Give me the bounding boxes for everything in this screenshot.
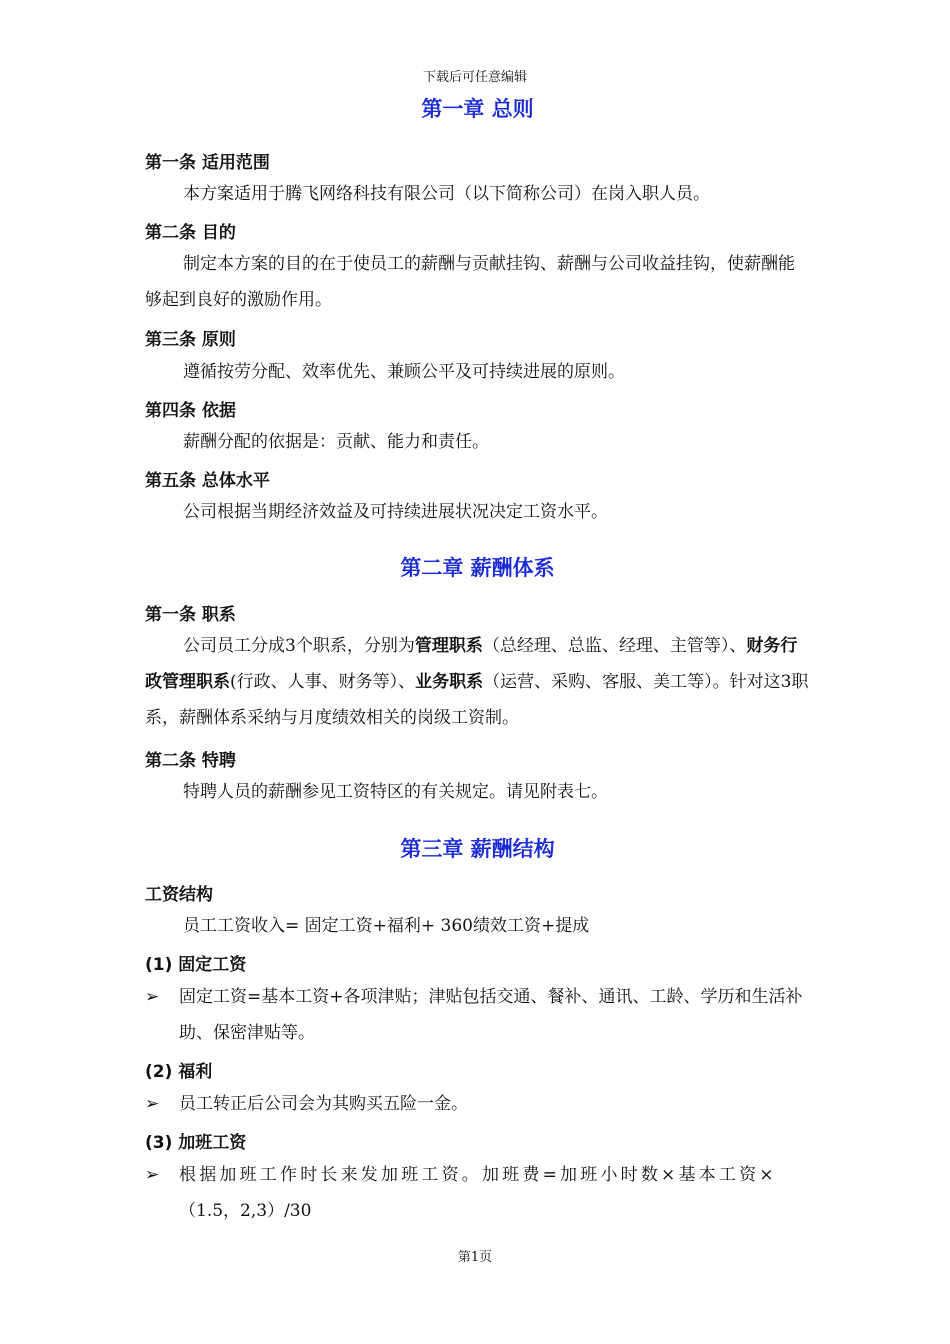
header-note: 下载后可任意编辑 — [422, 70, 527, 85]
text-segment: (行政、人事、财务等）、 — [230, 672, 416, 692]
bold-term: 业务职系 — [415, 672, 484, 692]
text-segment: 公司员工分成3个职系，分别为 — [183, 636, 415, 656]
text-segment: （运营、采购、客服、美工等）。针对这3职系，薪酬体系采纳与月度绩效相关的岗级工资制。 — [145, 672, 809, 728]
bullet-text: 员工转正后公司会为其购买五险一金。 — [179, 1094, 468, 1114]
article-heading: 第一条 职系 — [145, 605, 236, 625]
text-segment: （总经理、总监、经理、主管等）、 — [482, 636, 747, 656]
bullet-item — [145, 1086, 810, 1122]
article-text — [145, 628, 810, 736]
item-heading: (3) 加班工资 — [145, 1133, 247, 1153]
article-heading: 第一条 适用范围 — [145, 153, 270, 173]
item-heading: (1) 固定工资 — [145, 955, 247, 975]
article-text: 遵循按劳分配、效率优先、兼顾公平及可持续进展的原则。 — [183, 362, 625, 382]
arrow-bullet-icon: ➢ — [145, 1165, 160, 1185]
bullet-item — [145, 1157, 810, 1229]
item-heading: (2) 福利 — [145, 1062, 213, 1082]
bullet-text: 根据加班工作时长来发加班工资。加班费=加班小时数×基本工资× — [179, 1165, 777, 1185]
bullet-item — [145, 979, 810, 1051]
article-text: 本方案适用于腾飞网络科技有限公司（以下简称公司）在岗入职人员。 — [183, 184, 710, 204]
structure-formula: 员工工资收入= 固定工资+福利+ 360绩效工资+提成 — [183, 916, 590, 936]
bullet-text-continued: （1.5，2,3）/30 — [179, 1201, 312, 1221]
article-heading: 第二条 目的 — [145, 223, 236, 243]
article-heading: 第三条 原则 — [145, 330, 236, 350]
article-text: 公司根据当期经济效益及可持续进展状况决定工资水平。 — [183, 502, 608, 522]
article-text: 制定本方案的目的在于使员工的薪酬与贡献挂钩、薪酬与公司收益挂钩，使薪酬能够起到良好的激励作用。 — [145, 254, 795, 310]
chapter-title: 第一章 总则 — [421, 97, 534, 121]
article-heading: 第二条 特聘 — [145, 751, 236, 771]
article-heading: 第五条 总体水平 — [145, 471, 270, 491]
page-footer: 第1页 — [457, 1250, 493, 1265]
article-text: 特聘人员的薪酬参见工资特区的有关规定。请见附表七。 — [183, 782, 608, 802]
chapter-title: 第二章 薪酬体系 — [400, 556, 555, 580]
chapter-title: 第三章 薪酬结构 — [400, 837, 555, 861]
section-heading: 工资结构 — [145, 885, 213, 905]
article-text: 薪酬分配的依据是：贡献、能力和责任。 — [183, 432, 489, 452]
article-heading: 第四条 依据 — [145, 401, 236, 421]
bullet-text: 固定工资=基本工资+各项津贴；津贴包括交通、餐补、通讯、工龄、学历和生活补助、保密津贴等。 — [179, 987, 803, 1043]
bold-term: 管理职系 — [414, 636, 483, 656]
arrow-bullet-icon: ➢ — [145, 1094, 160, 1114]
bold-term: 财务行政管理职系 — [145, 636, 798, 692]
arrow-bullet-icon: ➢ — [145, 987, 160, 1007]
